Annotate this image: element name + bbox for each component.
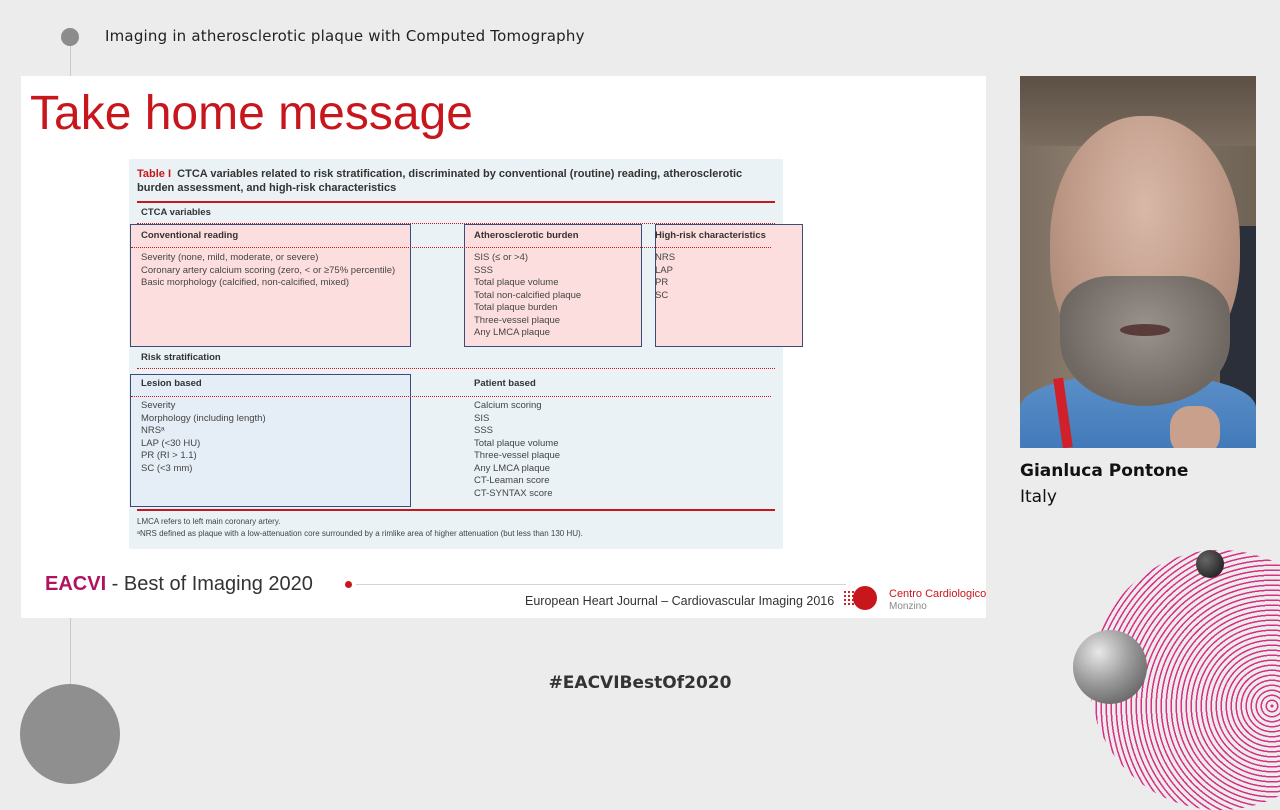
list-item: NRS <box>655 252 676 263</box>
decorative-ball-small <box>1196 550 1224 578</box>
column-header-lesion: Lesion based <box>141 378 202 389</box>
event-hashtag: #EACVIBestOf2020 <box>548 673 732 693</box>
table-caption <box>137 167 777 195</box>
speaker-video <box>1020 76 1256 448</box>
column-header-high-risk: High-risk characteristics <box>655 230 766 241</box>
video-mouth <box>1120 324 1170 336</box>
footnote: ᵃNRS defined as plaque with a low-attenuation core surrounded by a rimlike area of higher attenuation (but less than 130 HU). <box>137 529 583 538</box>
speaker-name: Gianluca Pontone <box>1020 461 1189 481</box>
burden-list <box>474 252 581 340</box>
column-header-burden: Atherosclerotic burden <box>474 230 579 241</box>
table-divider <box>137 368 775 369</box>
section-risk-stratification: Risk stratification <box>141 352 221 363</box>
brand-eacvi: EACVI <box>45 573 107 595</box>
table-divider <box>131 247 771 248</box>
list-item: Three-vessel plaque <box>474 450 561 461</box>
list-item: SC (<3 mm) <box>141 462 193 474</box>
decorative-circle <box>20 684 120 784</box>
journal-citation: European Heart Journal – Cardiovascular Imaging 2016 <box>525 594 835 608</box>
column-header-conventional: Conventional reading <box>141 230 239 241</box>
speaker-country: Italy <box>1020 487 1057 507</box>
list-item: SC <box>655 289 669 301</box>
list-item: Coronary artery calcium scoring (zero, < or ≥75% percentile) <box>141 264 396 276</box>
patient-list <box>474 400 560 500</box>
list-item: LAP <box>655 264 673 276</box>
lesion-list <box>141 400 266 475</box>
list-item: CT-SYNTAX score <box>474 487 553 499</box>
list-item: LAP (<30 HU) <box>141 437 201 449</box>
logo-text: Centro Cardiologico <box>889 588 987 600</box>
timeline-dot-icon <box>61 28 79 46</box>
list-item: SIS (≤ or >4) <box>474 252 529 263</box>
footer-line <box>356 584 846 585</box>
list-item: SSS <box>474 425 494 436</box>
footnote: LMCA refers to left main coronary artery. <box>137 517 281 526</box>
video-beard <box>1060 276 1230 406</box>
table-rule <box>137 201 775 203</box>
list-item: Any LMCA plaque <box>474 327 551 338</box>
list-item: Total non-calcified plaque <box>474 289 582 301</box>
list-item: NRSᵃ <box>141 425 165 436</box>
table-caption-text: CTCA variables related to risk stratification, discriminated by conventional (routine) reading, atherosclerotic burden assessment, and high-risk characteristics <box>137 168 743 194</box>
event-brand <box>45 573 313 596</box>
list-item: Calcium scoring <box>474 400 542 411</box>
logo-subtext: Monzino <box>889 601 927 612</box>
list-item: Severity (none, mild, moderate, or severe) <box>141 252 319 263</box>
list-item: Total plaque volume <box>474 277 559 288</box>
list-item: Any LMCA plaque <box>474 462 551 474</box>
high-risk-box <box>655 224 803 347</box>
list-item: Morphology (including length) <box>141 412 266 424</box>
list-item: Total plaque volume <box>474 437 559 449</box>
list-item: Total plaque burden <box>474 302 558 313</box>
table-rule <box>137 509 775 511</box>
decorative-ball-large <box>1073 630 1147 704</box>
column-header-patient: Patient based <box>474 378 536 389</box>
video-hand <box>1170 406 1220 448</box>
list-item: Three-vessel plaque <box>474 314 561 326</box>
ctca-table <box>129 159 783 549</box>
list-item: SIS <box>474 412 490 424</box>
monzino-logo <box>841 584 986 614</box>
table-divider <box>131 396 771 397</box>
list-item: Severity <box>141 400 176 411</box>
list-item: SSS <box>474 264 494 276</box>
table-label: Table I <box>137 168 172 180</box>
heart-logo-icon <box>853 586 877 610</box>
list-item: Basic morphology (calcified, non-calcified, mixed) <box>141 277 350 288</box>
list-item: PR <box>655 277 669 288</box>
high-risk-list <box>655 252 675 302</box>
presentation-slide <box>21 76 986 618</box>
list-item: PR (RI > 1.1) <box>141 450 197 461</box>
footer-dot-icon <box>345 581 352 588</box>
slide-title: Take home message <box>30 87 473 140</box>
conventional-list <box>141 252 395 290</box>
session-title: Imaging in atherosclerotic plaque with Computed Tomography <box>105 27 585 45</box>
list-item: CT-Leaman score <box>474 475 550 486</box>
brand-event: - Best of Imaging 2020 <box>106 573 313 595</box>
section-ctca-variables: CTCA variables <box>141 207 211 218</box>
